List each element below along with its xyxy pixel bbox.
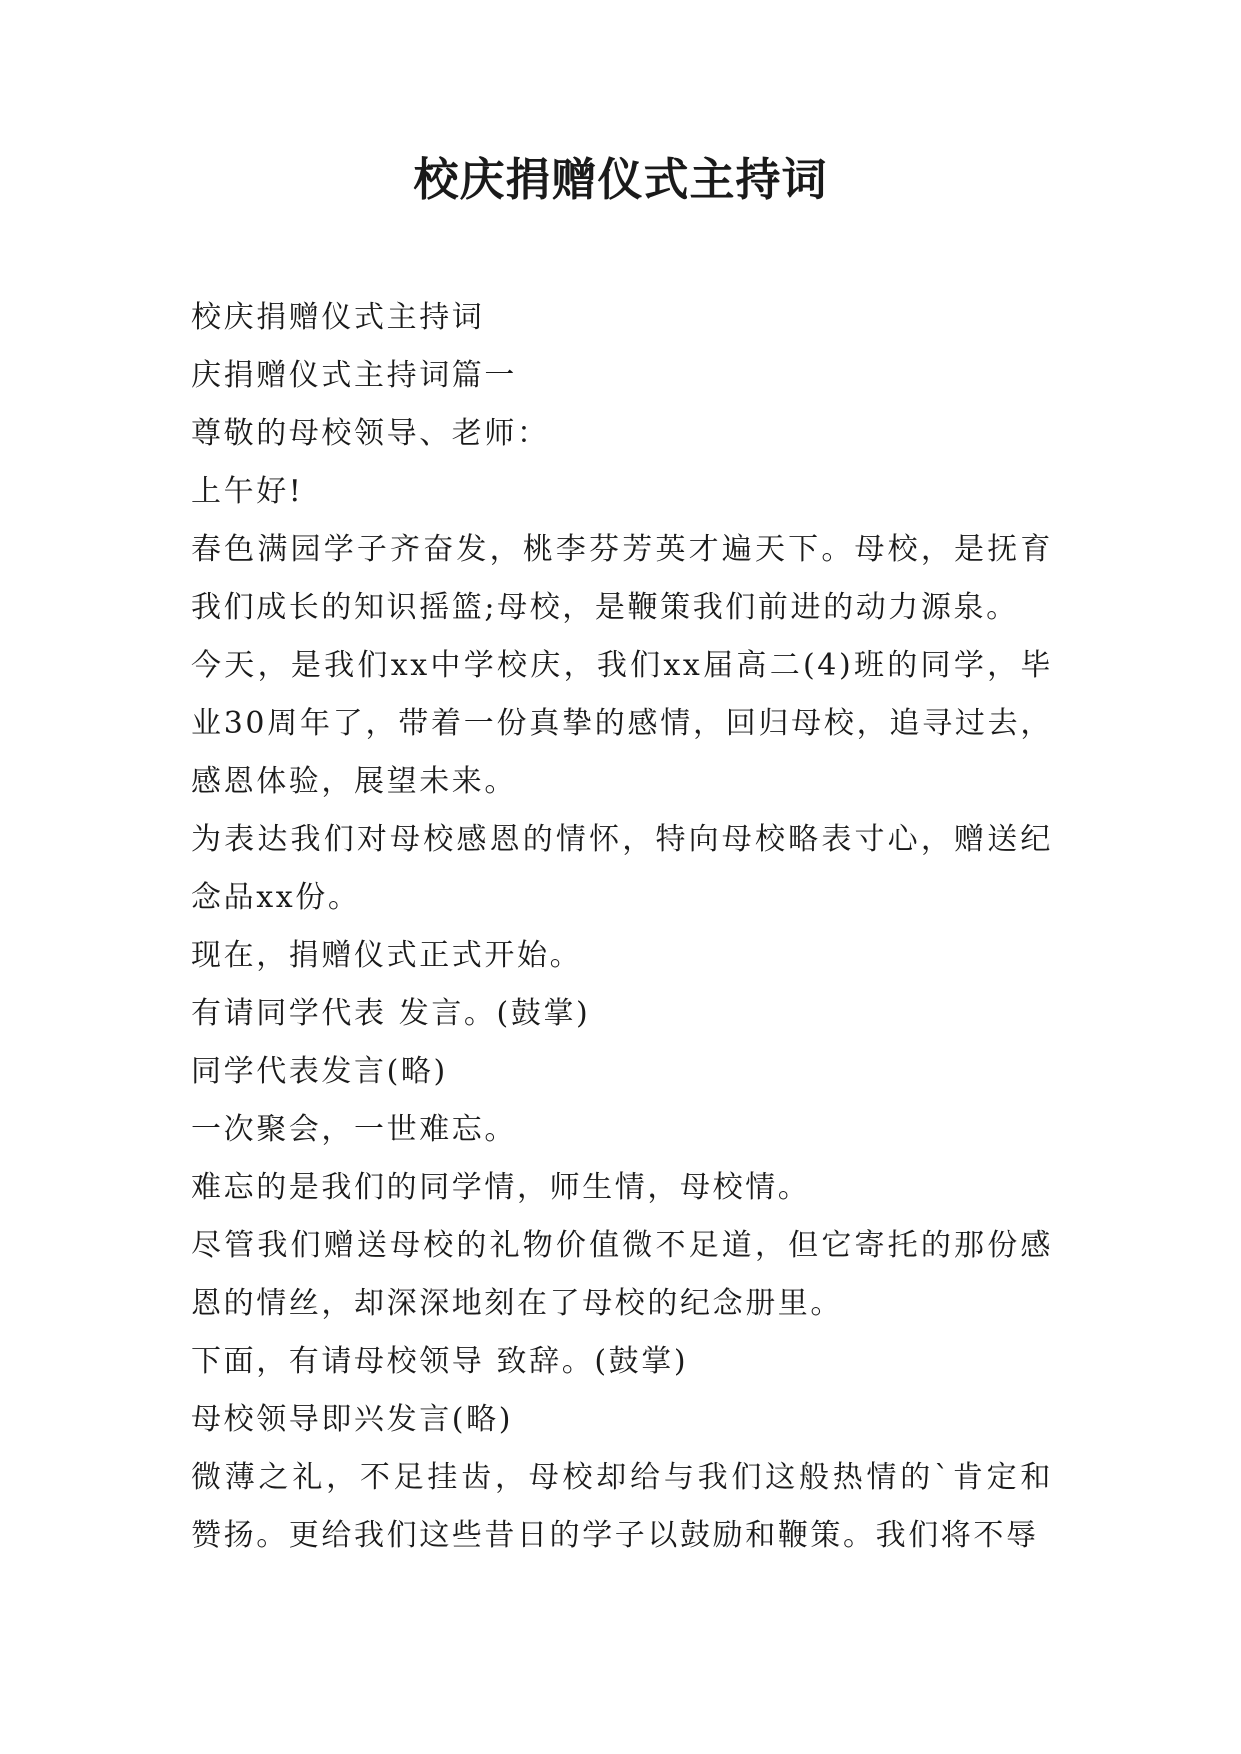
paragraph-heading: 校庆捐赠仪式主持词: [191, 300, 485, 335]
paragraph: 母校领导即兴发言(略): [191, 1402, 514, 1437]
paragraph-salutation: 尊敬的母校领导、老师：: [191, 416, 550, 451]
paragraph: 难忘的是我们的同学情，师生情，母校情。: [191, 1170, 811, 1205]
paragraph: 现在，捐赠仪式正式开始。: [191, 938, 583, 973]
paragraph: 微薄之礼，不足挂齿，母校却给与我们这般热情的`肯定和赞扬。更给我们这些昔日的学子以鼓励和鞭策。我们将不辱: [191, 1460, 1053, 1553]
paragraph: 一次聚会，一世难忘。: [191, 1112, 517, 1147]
paragraph: 今天，是我们xx中学校庆，我们xx届高二(4)班的同学，毕业30周年了，带着一份真挚的感情，回归母校，追寻过去，感恩体验，展望未来。: [191, 648, 1053, 799]
paragraph: 下面，有请母校领导 致辞。(鼓掌): [191, 1344, 689, 1379]
paragraph: 有请同学代表 发言。(鼓掌): [191, 996, 591, 1031]
paragraph-subheading: 庆捐赠仪式主持词篇一: [191, 358, 517, 393]
paragraph: 为表达我们对母校感恩的情怀，特向母校略表寸心，赠送纪念品xx份。: [191, 822, 1053, 915]
paragraph-greeting: 上午好!: [191, 474, 304, 509]
document-body: [191, 289, 1053, 1565]
paragraph: 尽管我们赠送母校的礼物价值微不足道，但它寄托的那份感恩的情丝，却深深地刻在了母校的纪念册里。: [191, 1228, 1053, 1321]
document-title: 校庆捐赠仪式主持词: [413, 153, 828, 206]
paragraph: 同学代表发言(略): [191, 1054, 448, 1089]
paragraph: 春色满园学子齐奋发，桃李芬芳英才遍天下。母校，是抚育我们成长的知识摇篮;母校，是鞭策我们前进的动力源泉。: [191, 532, 1053, 625]
